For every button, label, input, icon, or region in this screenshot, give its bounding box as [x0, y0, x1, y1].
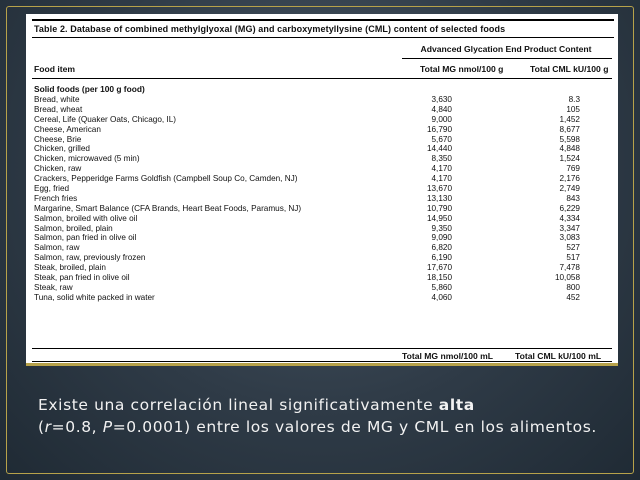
mg-cell: 9,350 [431, 223, 452, 233]
cml-cell: 800 [566, 282, 580, 292]
table-row [26, 144, 618, 154]
table-row [26, 164, 618, 174]
table-row [26, 125, 618, 135]
table-row [26, 224, 618, 234]
food-cell: Bread, white [34, 95, 80, 104]
section-heading: Solid foods (per 100 g food) [34, 84, 145, 94]
table-row [26, 243, 618, 253]
table-row [26, 105, 618, 115]
age-header-rule [402, 58, 612, 59]
cml-cell: 7,478 [559, 263, 580, 273]
mg-cell: 8,350 [431, 154, 452, 164]
food-cell: Steak, broiled, plain [34, 263, 106, 273]
table-row [26, 154, 618, 164]
food-cell: Bread, wheat [34, 104, 83, 114]
card-accent-rule [26, 363, 618, 366]
cml-cell: 1,452 [559, 114, 580, 124]
cml-cell: 8.3 [568, 95, 580, 104]
caption-emphasis: alta [438, 396, 475, 414]
food-cell: Chicken, grilled [34, 144, 90, 154]
food-cell: Margarine, Smart Balance (CFA Brands, Heart Beat Foods, Paramus, NJ) [34, 203, 302, 213]
cml-cell: 3,347 [559, 223, 580, 233]
mg-cell: 18,150 [426, 273, 452, 283]
food-cell: Salmon, raw [34, 243, 80, 253]
caption-text-3: =0.8, [51, 418, 103, 436]
mg-cell: 4,060 [431, 292, 452, 302]
food-cell: Cheese, Brie [34, 134, 82, 144]
caption-text-2: ( [38, 418, 45, 436]
table-row [26, 253, 618, 263]
caption-r-symbol: r [44, 418, 52, 436]
mg-cell: 5,670 [431, 134, 452, 144]
footer-cml-unit: Total CML kU/100 mL [515, 351, 602, 361]
table-row [26, 204, 618, 214]
table-row [26, 263, 618, 273]
footer-mg-unit: Total MG nmol/100 mL [402, 351, 494, 361]
age-content-header: Advanced Glycation End Product Content [420, 44, 592, 54]
table-title: Table 2. Database of combined methylglyoxal (MG) and carboxymetyllysine (CML) content of selected foods [32, 19, 614, 38]
cml-cell: 4,848 [559, 144, 580, 154]
header-rule [32, 78, 612, 79]
food-cell: Egg, fried [34, 184, 70, 194]
food-cell: Chicken, microwaved (5 min) [34, 154, 140, 164]
cml-cell: 8,677 [559, 124, 580, 134]
mg-cell: 6,820 [431, 243, 452, 253]
table-row [26, 184, 618, 194]
caption-text-4: =0.0001) entre los valores de MG y CML en los alimentos. [112, 418, 597, 436]
cml-cell: 10,058 [554, 273, 580, 283]
bottom-rule [32, 361, 612, 362]
food-cell: Steak, raw [34, 282, 73, 292]
cml-cell: 527 [566, 243, 580, 253]
food-cell: Cereal, Life (Quaker Oats, Chicago, IL) [34, 114, 176, 124]
food-cell: Cheese, American [34, 124, 101, 134]
cml-cell: 769 [566, 164, 580, 174]
slide-caption [38, 394, 598, 438]
mg-cell: 14,440 [426, 144, 452, 154]
table-row [26, 214, 618, 224]
cml-cell: 843 [566, 193, 580, 203]
table-row [26, 283, 618, 293]
table-row [26, 293, 618, 303]
food-cell: Salmon, pan fried in olive oil [34, 233, 137, 243]
cml-cell: 2,176 [559, 174, 580, 184]
caption-text-1: Existe una correlación lineal significativamente [38, 396, 439, 414]
column-header-food-item: Food item [34, 64, 76, 74]
cml-cell: 1,524 [559, 154, 580, 164]
footer-rule [32, 348, 612, 349]
table-row [26, 174, 618, 184]
food-cell: French fries [34, 193, 78, 203]
mg-cell: 17,670 [426, 263, 452, 273]
table-row [26, 233, 618, 243]
mg-cell: 14,950 [426, 213, 452, 223]
mg-cell: 9,000 [431, 114, 452, 124]
mg-cell: 4,840 [431, 104, 452, 114]
table-row [26, 273, 618, 283]
cml-cell: 452 [566, 292, 580, 302]
food-cell: Salmon, broiled with olive oil [34, 213, 138, 223]
food-cell: Salmon, broiled, plain [34, 223, 113, 233]
mg-cell: 4,170 [431, 164, 452, 174]
food-cell: Steak, pan fried in olive oil [34, 273, 130, 283]
caption-p-symbol: P [102, 418, 113, 436]
food-cell: Salmon, raw, previously frozen [34, 253, 146, 263]
table-row [26, 115, 618, 125]
mg-cell: 13,670 [426, 184, 452, 194]
table-row [26, 135, 618, 145]
cml-cell: 5,598 [559, 134, 580, 144]
table-row [26, 194, 618, 204]
mg-cell: 9,090 [431, 233, 452, 243]
food-cell: Tuna, solid white packed in water [34, 292, 155, 302]
table-body [26, 95, 618, 303]
table-card [26, 14, 618, 364]
cml-cell: 3,083 [559, 233, 580, 243]
mg-cell: 3,630 [431, 95, 452, 104]
mg-cell: 10,790 [426, 203, 452, 213]
cml-cell: 517 [566, 253, 580, 263]
column-header-cml: Total CML kU/100 g [530, 64, 609, 74]
table-row [26, 95, 618, 105]
cml-cell: 4,334 [559, 213, 580, 223]
mg-cell: 4,170 [431, 174, 452, 184]
mg-cell: 16,790 [426, 124, 452, 134]
food-cell: Crackers, Pepperidge Farms Goldfish (Campbell Soup Co, Camden, NJ) [34, 174, 298, 184]
mg-cell: 6,190 [431, 253, 452, 263]
mg-cell: 5,860 [431, 282, 452, 292]
column-header-mg: Total MG nmol/100 g [420, 64, 504, 74]
food-cell: Chicken, raw [34, 164, 82, 174]
mg-cell: 13,130 [426, 193, 452, 203]
cml-cell: 105 [566, 104, 580, 114]
cml-cell: 6,229 [559, 203, 580, 213]
cml-cell: 2,749 [559, 184, 580, 194]
